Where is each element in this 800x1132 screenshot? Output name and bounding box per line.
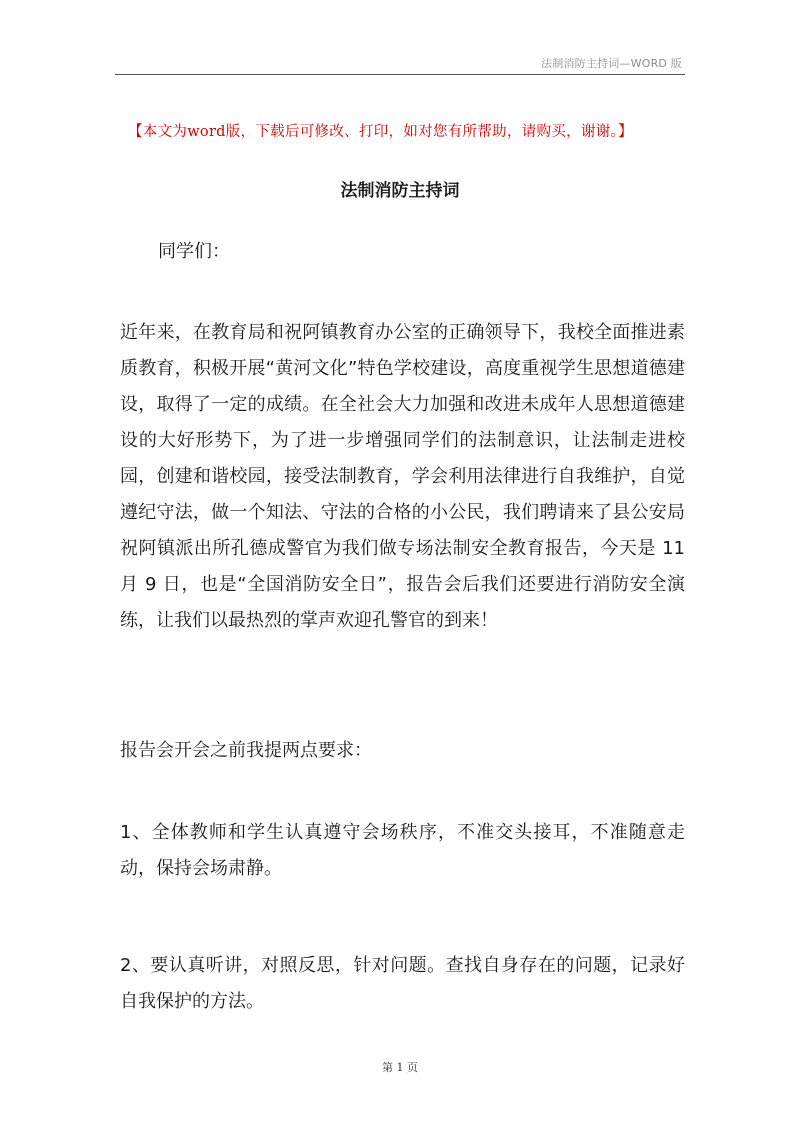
requirement-item-2: 2、要认真听讲，对照反思，针对问题。查找自身存在的问题，记录好自我保护的方法。: [120, 955, 685, 1012]
running-header: 法制消防主持词—WORD 版: [541, 57, 682, 70]
body-paragraph-intro: 近年来，在教育局和祝阿镇教育办公室的正确领导下，我校全面推进素质教育，积极开展“黄河文化”特色学校建设，高度重视学生思想道德建设，取得了一定的成绩。在全社会大力加强和改进未成年人思想道德建设的大好形势下，为了进一步增强同学们的法制意识，让法制走进校园，创建和谐校园，接受法制教育，学会利用法律进行自我维护，自觉遵纪守法，做一个知法、守法的合格的小公民，我们聘请来了县公安局祝阿镇派出所孔德成警官为我们做专场法制安全教育报告，今天是 11 月 9 日，也是“全国消防安全日”，报告会后我们还要进行消防安全演练，让我们以最热烈的掌声欢迎孔警官的到来！: [120, 322, 685, 631]
document-title: 法制消防主持词: [340, 181, 460, 201]
page-number: 第 1 页: [382, 1061, 418, 1074]
body-paragraph-requirements: 报告会开会之前我提两点要求：: [120, 740, 372, 761]
purchase-notice: 【本文为word版，下载后可修改、打印，如对您有所帮助，请购买，谢谢。】: [128, 124, 633, 140]
header-divider: [115, 74, 685, 75]
requirement-item-1: 1、全体教师和学生认真遵守会场秩序，不准交头接耳，不准随意走动，保持会场肃静。: [120, 822, 685, 879]
greeting: 同学们：: [158, 241, 230, 262]
